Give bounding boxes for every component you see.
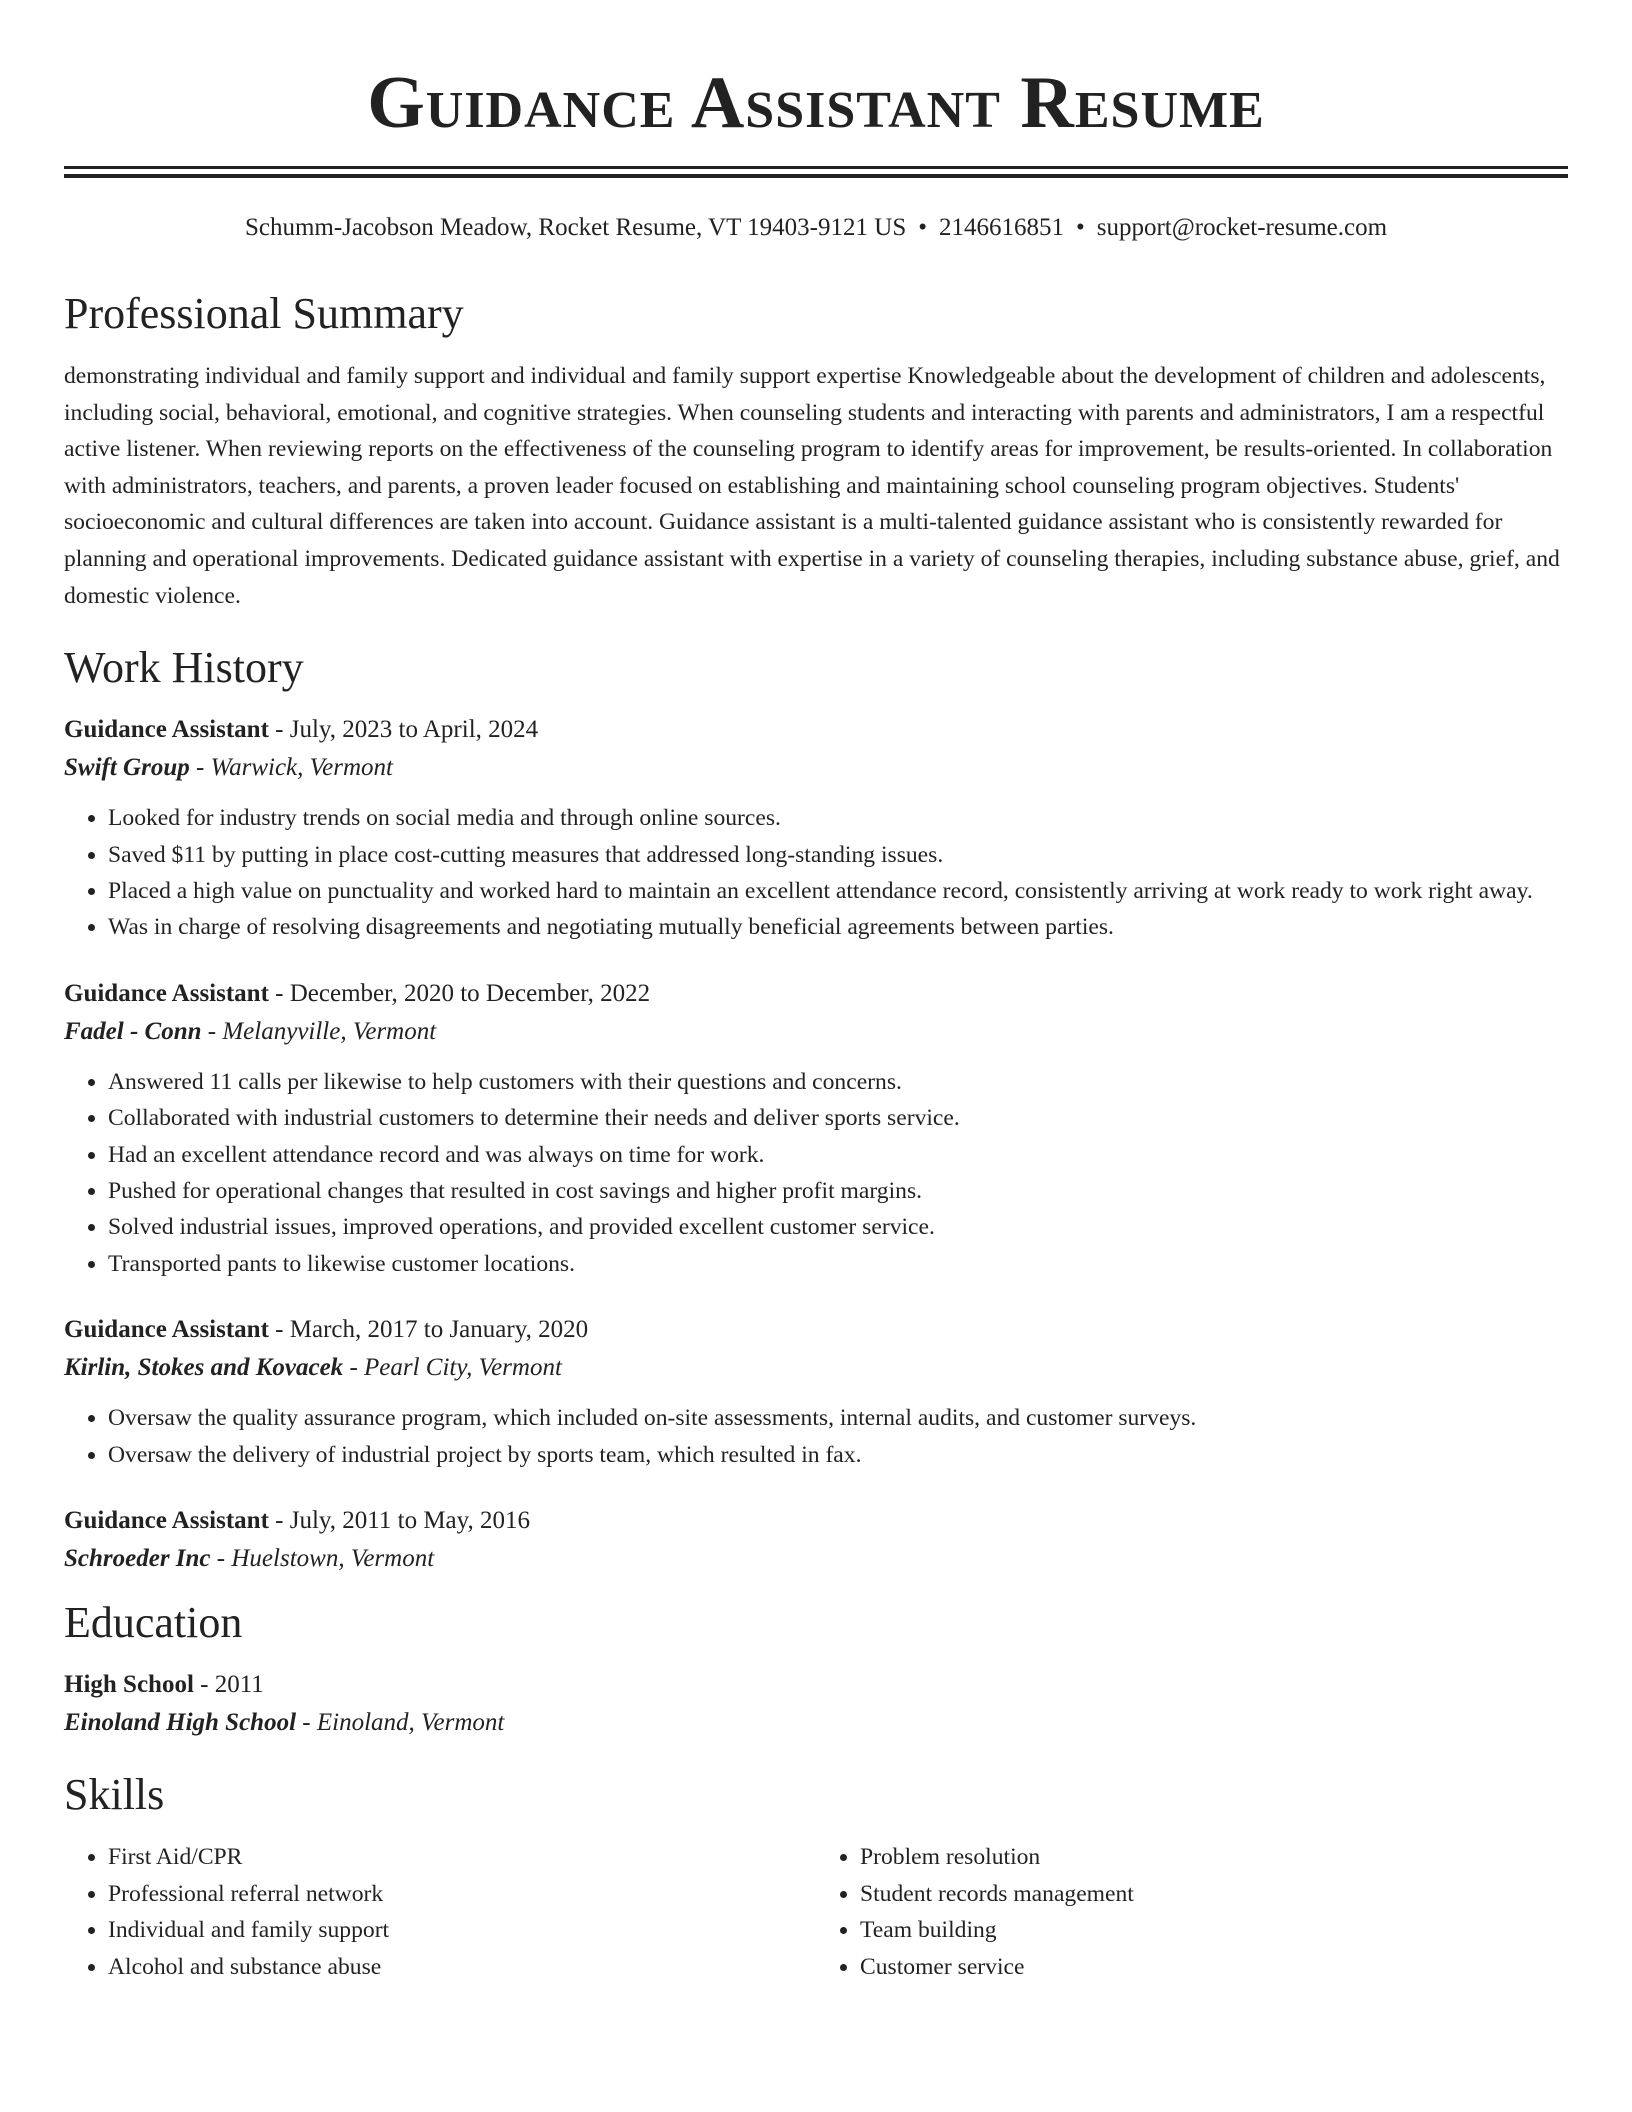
contact-email: support@rocket-resume.com [1096, 214, 1388, 241]
education-degree: High School [64, 1671, 194, 1699]
job-location: Huelstown, Vermont [231, 1545, 435, 1573]
job-bullet-item: • Pushed for operational changes that resulted in cost savings and higher profit margins. [108, 1173, 1568, 1209]
contact-line [64, 212, 1568, 244]
job-title: Guidance Assistant [64, 716, 269, 744]
skill-item: • Student records management [860, 1876, 1568, 1913]
job-title-line [64, 714, 1568, 746]
job-bullet-item: • Transported pants to likewise customer locations. [108, 1246, 1568, 1282]
job-company: Schroeder Inc [64, 1545, 211, 1573]
job-dash: - [343, 1354, 365, 1382]
skill-item: • Team building [860, 1912, 1568, 1949]
job-company: Kirlin, Stokes and Kovacek [64, 1354, 344, 1382]
education-school: Einoland High School [64, 1709, 297, 1737]
job-company-line [64, 1352, 1568, 1384]
job-dates: December, 2020 to December, 2022 [289, 979, 651, 1007]
skills-left-column [64, 1839, 816, 1985]
job-dash: - [268, 716, 290, 744]
job-dash: - [210, 1545, 232, 1573]
title-double-rule [64, 166, 1568, 178]
job-dash: - [201, 1017, 223, 1045]
job-entry [64, 714, 1568, 946]
job-entry [64, 1505, 1568, 1575]
education-location: Einoland, Vermont [316, 1709, 505, 1737]
skill-item: • First Aid/CPR [108, 1839, 816, 1876]
job-title: Guidance Assistant [64, 1316, 269, 1344]
skill-item: • Alcohol and substance abuse [108, 1949, 816, 1986]
education-degree-line [64, 1669, 1568, 1701]
job-dash: - [189, 754, 211, 782]
work-history-heading: Work History [64, 643, 304, 693]
job-bullet-item: • Collaborated with industrial customers to determine their needs and deliver sports service. [108, 1100, 1568, 1136]
job-company-line [64, 752, 1568, 784]
skills-columns [64, 1839, 1568, 1985]
education-dash: - [296, 1709, 317, 1737]
job-dash: - [268, 979, 290, 1007]
resume-title: Guidance Assistant Resume [367, 62, 1265, 144]
contact-phone: 2146616851 [938, 214, 1064, 241]
job-company-line [64, 1543, 1568, 1575]
job-location: Melanyville, Vermont [222, 1017, 437, 1045]
job-title-line [64, 1314, 1568, 1346]
job-bullets [64, 1400, 1568, 1473]
job-bullet-item: • Placed a high value on punctuality and worked hard to maintain an excellent attendance record, consistently arriving at work ready to work right away. [108, 873, 1568, 909]
job-bullet-item: • Looked for industry trends on social media and through online sources. [108, 800, 1568, 836]
education-school-line [64, 1707, 1568, 1739]
skill-item: • Customer service [860, 1949, 1568, 1986]
job-bullet-item: • Solved industrial issues, improved operations, and provided excellent customer service. [108, 1209, 1568, 1245]
job-bullet-item: • Saved $11 by putting in place cost-cutting measures that addressed long-standing issues. [108, 837, 1568, 873]
contact-separator: • [1075, 214, 1085, 241]
job-title: Guidance Assistant [64, 1507, 269, 1535]
job-dates: July, 2011 to May, 2016 [289, 1507, 531, 1535]
job-dates: March, 2017 to January, 2020 [289, 1316, 589, 1344]
job-title: Guidance Assistant [64, 979, 269, 1007]
job-company: Fadel - Conn [64, 1017, 202, 1045]
job-bullets [64, 800, 1568, 946]
skill-item: • Problem resolution [860, 1839, 1568, 1876]
job-bullets [64, 1064, 1568, 1282]
job-location: Warwick, Vermont [210, 754, 393, 782]
job-bullet-item: • Oversaw the quality assurance program, which included on-site assessments, internal audits, and customer surveys. [108, 1400, 1568, 1436]
summary-text: demonstrating individual and family support and individual and family support expertise Knowledgeable about the development of children and adolescents, including social, behavioral, emotional, and cognitive strategies. When counseling students and interacting with parents and administrators, I am a respectful active listener. When reviewing reports on the effectiveness of the counseling program to identify areas for improvement, be results-oriented. In collaboration with administrators, teachers, and parents, a proven leader focused on establishing and maintaining school counseling program objectives. Students' socioeconomic and cultural differences are taken into account. Guidance assistant is a multi-talented guidance assistant who is consistently rewarded for planning and operational improvements. Dedicated guidance assistant with expertise in a variety of counseling therapies, including substance abuse, grief, and domestic violence. [64, 363, 1560, 609]
job-bullet-item: • Was in charge of resolving disagreements and negotiating mutually beneficial agreements between parties. [108, 909, 1568, 945]
work-history-list [64, 714, 1568, 1575]
summary-heading: Professional Summary [64, 289, 464, 338]
skill-item: • Individual and family support [108, 1912, 816, 1949]
skills-heading: Skills [64, 1770, 165, 1820]
contact-address: Schumm-Jacobson Meadow, Rocket Resume, VT 19403-9121 US [244, 214, 907, 241]
job-bullet-item: • Answered 11 calls per likewise to help customers with their questions and concerns. [108, 1064, 1568, 1100]
job-entry [64, 978, 1568, 1282]
job-dash: - [268, 1507, 290, 1535]
contact-separator: • [918, 214, 927, 241]
skill-item: • Professional referral network [108, 1876, 816, 1913]
job-title-line [64, 1505, 1568, 1537]
education-heading: Education [64, 1598, 243, 1648]
job-bullet-item: • Oversaw the delivery of industrial project by sports team, which resulted in fax. [108, 1437, 1568, 1473]
job-location: Pearl City, Vermont [364, 1354, 562, 1382]
job-dash: - [268, 1316, 290, 1344]
job-entry [64, 1314, 1568, 1473]
education-year: 2011 [214, 1671, 264, 1699]
job-bullet-item: • Had an excellent attendance record and was always on time for work. [108, 1137, 1568, 1173]
skills-right-column [816, 1839, 1568, 1985]
job-company-line [64, 1016, 1568, 1048]
job-company: Swift Group [64, 754, 190, 782]
job-dates: July, 2023 to April, 2024 [289, 716, 539, 744]
job-title-line [64, 978, 1568, 1010]
education-dash: - [193, 1671, 215, 1699]
